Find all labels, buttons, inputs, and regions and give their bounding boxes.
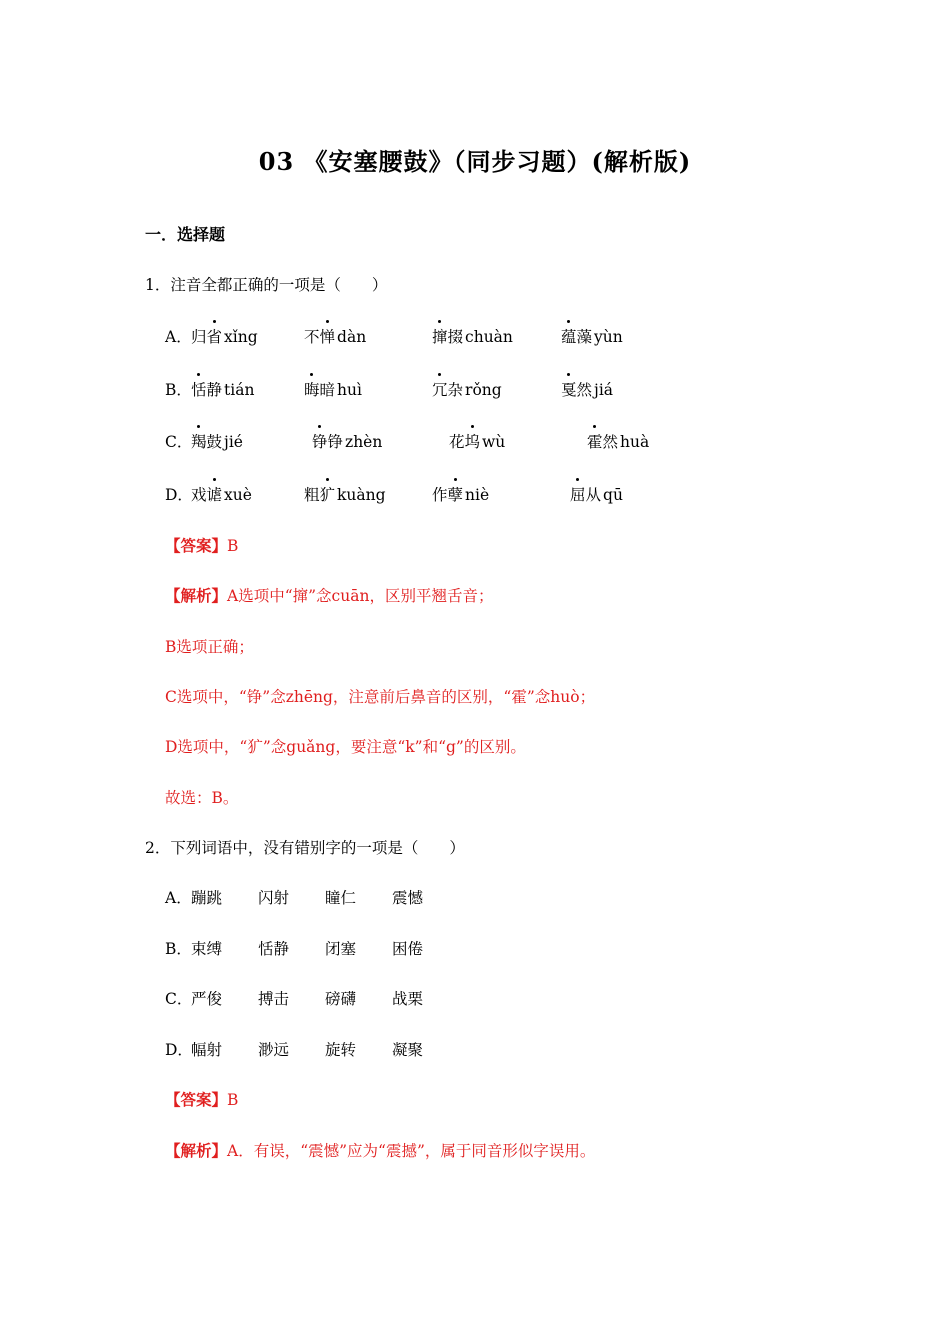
pinyin: kuàng xyxy=(337,486,386,504)
answer-value: B xyxy=(227,1091,239,1109)
section-heading: 一．选择题 xyxy=(145,225,226,244)
emphasized-char: 冗 xyxy=(432,381,448,399)
question-1-analysis-line: D选项中，“犷”念guǎng，要注意“k”和“g”的区别。 xyxy=(165,738,526,756)
word-item: 闭塞 xyxy=(325,940,357,958)
analysis-label: 【解析】 xyxy=(165,1141,228,1160)
phonetic-item xyxy=(561,379,613,401)
emphasized-char: 屈 xyxy=(570,486,586,504)
phonetic-item xyxy=(304,379,362,401)
emphasized-char: 撺 xyxy=(432,328,448,346)
pinyin: zhèn xyxy=(345,433,383,451)
phonetic-item xyxy=(432,484,489,506)
question-1-analysis-line: B选项正确； xyxy=(165,638,254,656)
word-item: 束缚 xyxy=(191,940,223,958)
phonetic-item xyxy=(570,484,623,506)
question-2-answer xyxy=(165,1089,238,1111)
pinyin: jiá xyxy=(594,381,614,399)
word-item: 旋转 xyxy=(325,1041,357,1059)
word-item: 瞳仁 xyxy=(325,889,357,907)
emphasized-char: 恬 xyxy=(191,381,207,399)
answer-label: 【答案】 xyxy=(165,536,228,555)
word-item: 搏击 xyxy=(258,990,290,1008)
phonetic-item xyxy=(587,431,649,453)
pinyin: wù xyxy=(482,433,506,451)
option-label: B． xyxy=(165,381,192,399)
phonetic-item xyxy=(432,326,513,348)
word-char: 作 xyxy=(432,486,448,504)
word-char: 从 xyxy=(585,486,602,504)
phonetic-item xyxy=(312,431,382,453)
pinyin: jié xyxy=(224,433,243,451)
phonetic-item xyxy=(432,379,502,401)
phonetic-item xyxy=(191,326,258,348)
pinyin: huà xyxy=(620,433,650,451)
word-char: 归 xyxy=(191,328,207,346)
analysis-label: 【解析】 xyxy=(165,586,228,605)
word-item: 磅礴 xyxy=(325,990,357,1008)
emphasized-char: 羯 xyxy=(191,433,207,451)
pinyin: yùn xyxy=(594,328,623,346)
question-2-stem: 2．下列词语中，没有错别字的一项是（ ） xyxy=(145,839,465,857)
word-item: 严俊 xyxy=(191,990,223,1008)
question-1-analysis-line xyxy=(165,585,493,607)
question-1-answer xyxy=(165,535,238,557)
word-char: 然 xyxy=(602,433,619,451)
emphasized-char: 犷 xyxy=(319,486,336,504)
word-char: 粗 xyxy=(304,486,320,504)
answer-value: B xyxy=(227,537,239,555)
question-1-analysis-line: C选项中，“铮”念zhēng，注意前后鼻音的区别，“霍”念huò； xyxy=(165,688,596,706)
option-label: A． xyxy=(165,328,192,346)
word-char: 鼓 xyxy=(206,433,223,451)
word-char: 暗 xyxy=(319,381,336,399)
pinyin: niè xyxy=(465,486,490,504)
emphasized-char: 惮 xyxy=(319,328,336,346)
word-char: 然 xyxy=(576,381,593,399)
word-item: 战栗 xyxy=(392,990,424,1008)
option-label: D． xyxy=(165,1041,193,1059)
pinyin: dàn xyxy=(337,328,367,346)
emphasized-char: 戛 xyxy=(561,381,577,399)
word-char: 藻 xyxy=(576,328,593,346)
pinyin: rǒng xyxy=(465,381,502,399)
pinyin: xuè xyxy=(224,486,252,504)
emphasized-char: 谑 xyxy=(206,486,223,504)
word-item: 震憾 xyxy=(392,889,424,907)
question-1-analysis-line: 故选：B。 xyxy=(165,789,239,807)
word-item: 凝聚 xyxy=(392,1041,424,1059)
analysis-text: A选项中“撺”念cuān，区别平翘舌音； xyxy=(227,587,494,605)
phonetic-item xyxy=(191,484,252,506)
emphasized-char: 省 xyxy=(206,328,223,346)
emphasized-char: 蕴 xyxy=(561,328,577,346)
word-char: 戏 xyxy=(191,486,207,504)
option-label: D． xyxy=(165,486,193,504)
word-char: 不 xyxy=(304,328,320,346)
phonetic-item xyxy=(561,326,623,348)
option-label: C． xyxy=(165,990,193,1008)
answer-label: 【答案】 xyxy=(165,1090,228,1109)
emphasized-char: 孽 xyxy=(447,486,464,504)
question-2-analysis-line xyxy=(165,1140,595,1162)
emphasized-char: 霍 xyxy=(587,433,603,451)
option-label: C． xyxy=(165,433,193,451)
option-label: A． xyxy=(165,889,192,907)
phonetic-item xyxy=(191,379,254,401)
word-char: 静 xyxy=(206,381,223,399)
pinyin: chuàn xyxy=(465,328,513,346)
word-item: 蹦跳 xyxy=(191,889,223,907)
pinyin: qū xyxy=(603,486,623,504)
word-char: 杂 xyxy=(447,381,464,399)
word-item: 渺远 xyxy=(258,1041,290,1059)
word-char: 掇 xyxy=(447,328,464,346)
word-item: 幅射 xyxy=(191,1041,223,1059)
analysis-text: A．有误，“震憾”应为“震撼”，属于同音形似字误用。 xyxy=(227,1142,596,1160)
word-item: 困倦 xyxy=(392,940,424,958)
pinyin: huì xyxy=(337,381,362,399)
emphasized-char: 铮 xyxy=(312,433,328,451)
word-char: 花 xyxy=(449,433,465,451)
question-1-stem: 1．注音全都正确的一项是（ ） xyxy=(145,276,388,294)
word-item: 恬静 xyxy=(258,940,290,958)
pinyin: xǐng xyxy=(224,328,258,346)
document-title: 03 《安塞腰鼓》（同步习题）(解析版) xyxy=(258,147,692,176)
phonetic-item xyxy=(304,326,366,348)
emphasized-char: 坞 xyxy=(464,433,481,451)
phonetic-item xyxy=(449,431,505,453)
word-item: 闪射 xyxy=(258,889,290,907)
emphasized-char: 晦 xyxy=(304,381,320,399)
pinyin: tián xyxy=(224,381,255,399)
phonetic-item xyxy=(191,431,243,453)
option-label: B． xyxy=(165,940,192,958)
word-char: 铮 xyxy=(327,433,344,451)
phonetic-item xyxy=(304,484,386,506)
